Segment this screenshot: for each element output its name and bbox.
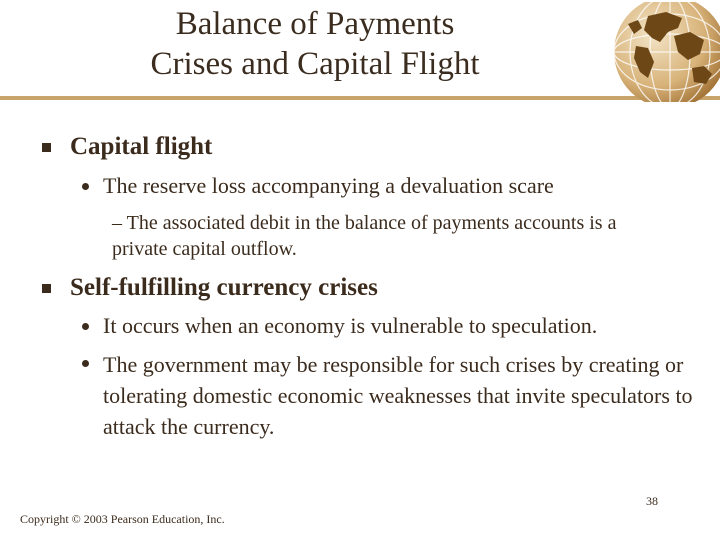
title-line-1: Balance of Payments — [175, 6, 455, 42]
bullet-square-icon — [42, 143, 51, 152]
bullet-self-fulfilling: Self-fulfilling currency crises — [70, 274, 378, 301]
slide-title — [40, 4, 590, 84]
bullet-dot-icon — [82, 360, 89, 367]
sub-bullet-vulnerable: It occurs when an economy is vulnerable to speculation. — [103, 313, 598, 338]
bullet-dot-icon — [82, 183, 89, 190]
title-line-2: Crises and Capital Flight — [150, 46, 480, 82]
bullet-dot-icon — [82, 323, 89, 330]
bullet-square-icon — [42, 284, 51, 293]
page-number: 38 — [646, 494, 658, 508]
sub-bullet-government: The government may be responsible for such crises by creating or tolerating domestic economic weaknesses that invite speculators to attack the currency. — [103, 352, 693, 439]
sub-sub-bullet-capital-outflow: – The associated debit in the balance of payments accounts is a private capital outflow. — [112, 212, 617, 260]
sub-bullet-reserve-loss: The reserve loss accompanying a devaluation scare — [103, 173, 554, 198]
bullet-capital-flight: Capital flight — [70, 133, 213, 160]
globe-icon — [608, 2, 720, 102]
copyright-notice: Copyright © 2003 Pearson Education, Inc. — [20, 512, 225, 526]
